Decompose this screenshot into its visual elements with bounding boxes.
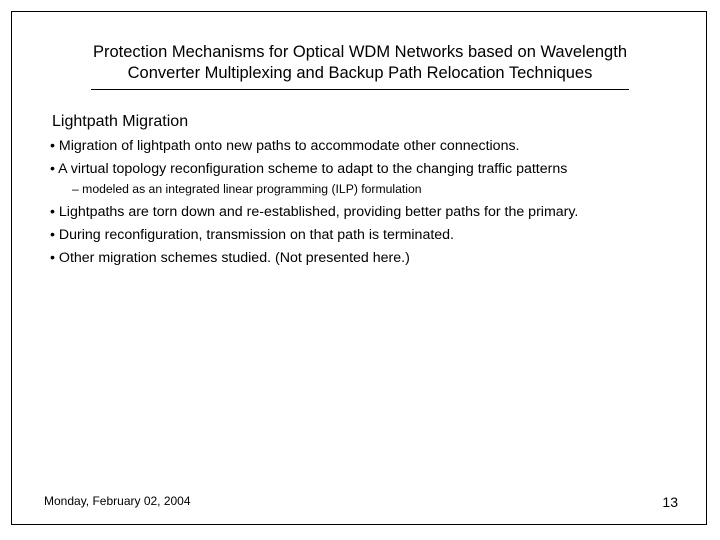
slide-title <box>40 42 680 84</box>
bullet-item: • Lightpaths are torn down and re-established, providing better paths for the primary. <box>50 204 579 220</box>
slide-title-line-2: Converter Multiplexing and Backup Path Relocation Techniques <box>127 64 593 82</box>
bullet-item: • During reconfiguration, transmission on that path is terminated. <box>50 227 454 243</box>
slide-title-line-1: Protection Mechanisms for Optical WDM Networks based on Wavelength <box>92 43 627 61</box>
footer-date: Monday, February 02, 2004 <box>44 494 191 508</box>
bullet-item: • Other migration schemes studied. (Not presented here.) <box>50 250 410 266</box>
bullet-item: • A virtual topology reconfiguration scheme to adapt to the changing traffic patterns <box>50 161 568 177</box>
title-underline <box>91 89 629 90</box>
page-number: 13 <box>662 494 678 510</box>
sub-bullet-item: – modeled as an integrated linear programming (ILP) formulation <box>72 182 422 196</box>
section-heading: Lightpath Migration <box>52 113 189 130</box>
bullet-item: • Migration of lightpath onto new paths to accommodate other connections. <box>50 138 520 154</box>
